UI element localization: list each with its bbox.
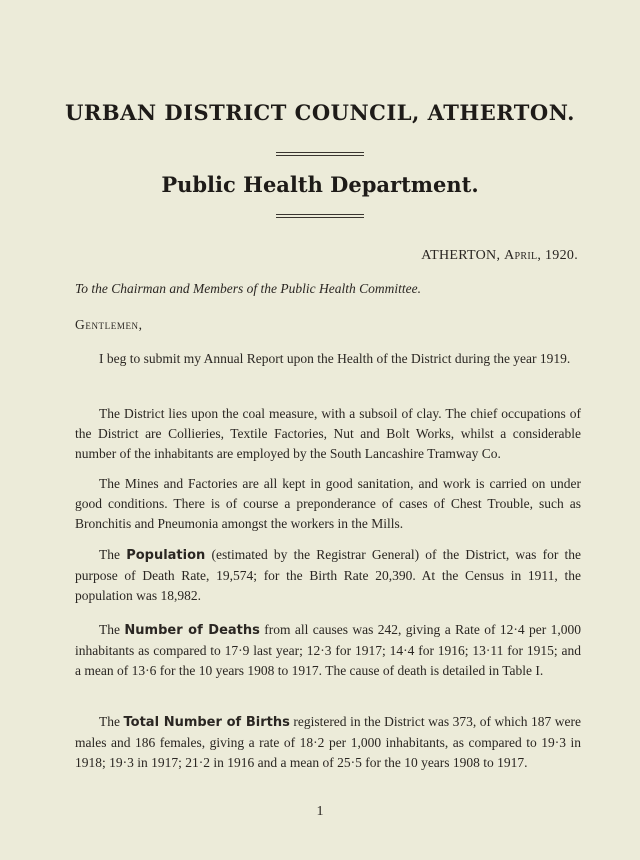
paragraph-deaths: [75, 620, 581, 681]
section-heading-population: Population: [126, 548, 206, 563]
title-rule-bottom: [276, 214, 364, 215]
paragraph-text: The Mines and Factories are all kept in good sanitation, and work is carried on under good conditions. There is of course a preponderance of cases of Chest Trouble, such as Bronchitis and Pneumonia amongst the workers in the Mills.: [75, 476, 581, 531]
dateline-month: April,: [504, 248, 542, 263]
paragraph-district: [75, 404, 581, 464]
section-heading-births: Total Number of Births: [123, 715, 290, 730]
greeting: Gentlemen,: [75, 317, 143, 332]
paragraph-lead: The: [99, 622, 120, 637]
paragraph-text: from all causes was 242, giving a Rate of 12·4 per 1,000 inhabitants as compared to 17·9 last year; 12·3 for 1917; 14·4 for 1916; 13·11 for 1915; and a mean of 13·6 for the 10 years 1908 to 1917. The cause of death is detailed in Table I.: [75, 622, 581, 678]
paragraph-text: The District lies upon the coal measure, with a subsoil of clay. The chief occupations of the District are Collieries, Textile Factories, Nut and Bolt Works, whilst a considerable number of the inhabitants are employed by the South Lancashire Tramway Co.: [75, 406, 581, 461]
dateline-place: ATHERTON,: [421, 248, 501, 263]
addressee: To the Chairman and Members of the Public Health Committee.: [75, 281, 421, 296]
paragraph-text: registered in the District was 373, of which 187 were males and 186 females, giving a rate of 18·2 per 1,000 inhabitants, as compared to 19·3 in 1918; 19·3 in 1917; 21·2 in 1916 and a mean of 25·5 for the 10 years 1908 to 1917.: [75, 714, 581, 770]
paragraph-sanitation: [75, 474, 581, 534]
title-rule-bottom-double: [276, 217, 364, 218]
paragraph-lead: The: [99, 547, 120, 562]
dateline-year: 1920.: [545, 248, 578, 263]
page-number: 1: [316, 804, 324, 819]
title-rule-top-double: [276, 155, 364, 156]
paragraph-report-intro: [75, 349, 581, 369]
dateline: [421, 248, 578, 264]
title-rule-top: [276, 152, 364, 153]
council-title: URBAN DISTRICT COUNCIL, ATHERTON.: [65, 100, 575, 125]
paragraph-population: [75, 545, 581, 606]
section-heading-deaths: Number of Deaths: [124, 623, 260, 638]
paragraph-lead: The: [99, 714, 120, 729]
department-title: Public Health Department.: [161, 172, 479, 197]
paragraph-text: I beg to submit my Annual Report upon the Health of the District during the year 1919.: [99, 351, 571, 366]
paragraph-text: (estimated by the Registrar General) of the District, was for the purpose of Death Rate, 19,574; for the Birth Rate 20,390. At the Census in 1911, the population was 18,982.: [75, 547, 582, 603]
paragraph-births: [75, 712, 581, 773]
